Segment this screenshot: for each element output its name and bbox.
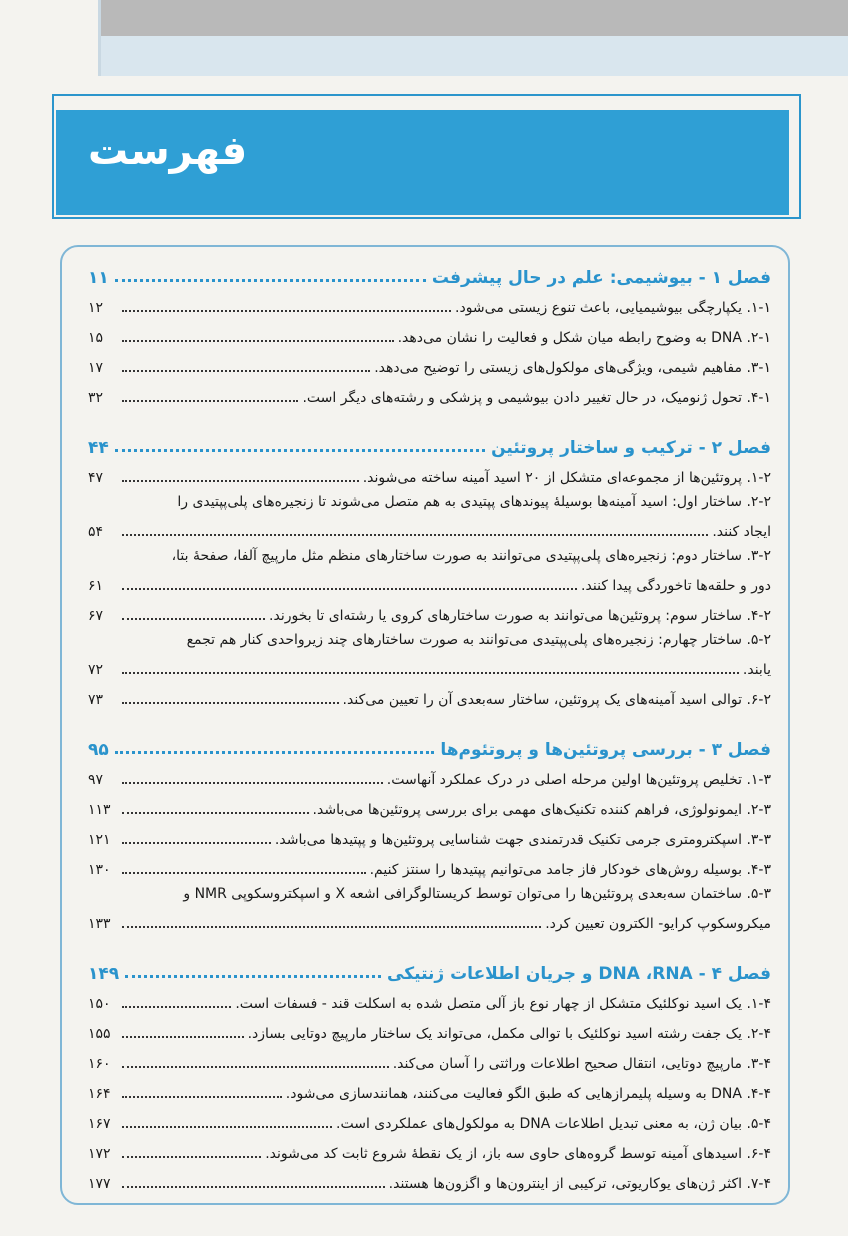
entry-page-number: ۱۳۳: [88, 916, 111, 932]
entry-text: ۱-۲. پروتئین‌ها از مجموعه‌ای متشکل از ۲۰ اسید آمینه ساخته می‌شوند.: [362, 470, 771, 486]
chapter-heading[interactable]: [88, 428, 771, 458]
chapter-page-number: ۱۱: [88, 268, 109, 288]
entry-page-number: ۶۱: [88, 578, 104, 594]
toc-entry[interactable]: [88, 850, 771, 880]
entry-page-number: ۴۷: [88, 470, 104, 486]
entry-text: ۲-۲. ساختار اول: اسید آمینه‌ها بوسیلهٔ پیوندهای پپتیدی به هم متصل می‌شوند تا زنجیره‌های پلی‌پپتیدی را: [177, 494, 771, 510]
entry-text: ۴-۲. ساختار سوم: پروتئین‌ها می‌توانند به صورت ساختارهای کروی یا رشته‌ای تا بخورند.: [269, 608, 771, 624]
leader-dots: [125, 975, 381, 978]
entry-text: ۱-۱. یکپارچگی بیوشیمیایی، باعث تنوع زیستی می‌شود.: [455, 300, 771, 316]
leader-dots: [122, 1036, 244, 1038]
leader-dots: [122, 842, 271, 844]
leader-dots: [122, 1006, 231, 1008]
toc-entry[interactable]: [88, 820, 771, 850]
chapter-section: [88, 954, 771, 1194]
entry-text: ۴-۳. بوسیله روش‌های خودکار فاز جامد می‌توانیم پپتیدها را سنتز کنیم.: [369, 862, 771, 878]
entry-text: ۴-۴. DNA به وسیله پلیمرازهایی که طبق الگو فعالیت می‌کنند، همانندسازی می‌شود.: [285, 1086, 771, 1102]
entry-text: ۵-۴. بیان ژن، به معنی تبدیل اطلاعات DNA به مولکول‌های عملکردی است.: [336, 1116, 771, 1132]
leader-dots: [115, 279, 426, 282]
leader-dots: [122, 588, 577, 590]
leader-dots: [122, 370, 370, 372]
entry-text: میکروسکوپ کرایو- الکترون تعیین کرد.: [545, 916, 771, 932]
entry-page-number: ۱۷۷: [88, 1176, 111, 1192]
entry-text: ۳-۱. مفاهیم شیمی، ویژگی‌های مولکول‌های زیستی را توضیح می‌دهد.: [374, 360, 771, 376]
entry-text: ۱-۳. تخلیص پروتئین‌ها اولین مرحله اصلی در درک عملکرد آنهاست.: [386, 772, 771, 788]
chapter-section: [88, 258, 771, 408]
entry-page-number: ۳۲: [88, 390, 104, 406]
entry-text: ۳-۲. ساختار دوم: زنجیره‌های پلی‌پپتیدی می‌توانند به صورت ساختارهای منظم مثل مارپیچ آلفا، صفحهٔ بتا،: [171, 548, 771, 564]
toc-entry[interactable]: [88, 790, 771, 820]
entry-page-number: ۶۷: [88, 608, 104, 624]
toc-entry[interactable]: [88, 1104, 771, 1134]
entry-text: ۴-۱. تحول ژنومیک، در حال تغییر دادن بیوشیمی و پزشکی و رشته‌های دیگر است.: [302, 390, 771, 406]
leader-dots: [122, 672, 739, 674]
leader-dots: [122, 782, 383, 784]
entry-text: ۲-۴. یک جفت رشته اسید نوکلئیک با توالی مکمل، می‌تواند یک ساختار مارپیچ دوتایی بسازد.: [247, 1026, 771, 1042]
toc-entry[interactable]: [88, 318, 771, 348]
toc-entry[interactable]: [88, 348, 771, 378]
entry-page-number: ۱۵۰: [88, 996, 111, 1012]
leader-dots: [122, 872, 366, 874]
toc-entry[interactable]: [88, 458, 771, 488]
toc-entry[interactable]: [88, 596, 771, 626]
leader-dots: [122, 1096, 282, 1098]
entry-page-number: ۷۲: [88, 662, 104, 678]
toc-entry[interactable]: [88, 880, 771, 934]
chapter-title: فصل ۴ - DNA ،RNA و جریان اطلاعات ژنتیکی: [387, 964, 771, 984]
chapter-title: فصل ۳ - بررسی پروتئین‌ها و پروتئوم‌ها: [440, 740, 771, 760]
leader-dots: [122, 812, 309, 814]
entry-page-number: ۹۷: [88, 772, 104, 788]
chapter-title: فصل ۱ - بیوشیمی: علم در حال پیشرفت: [431, 268, 771, 288]
toc-entry[interactable]: [88, 1074, 771, 1104]
entry-page-number: ۱۷۲: [88, 1146, 111, 1162]
leader-dots: [122, 1126, 332, 1128]
entry-page-number: ۱۱۳: [88, 802, 111, 818]
entry-page-number: ۱۶۷: [88, 1116, 111, 1132]
entry-text: ۲-۳. ایمونولوژی، فراهم کننده تکنیک‌های مهمی برای بررسی پروتئین‌ها می‌باشد.: [312, 802, 771, 818]
leader-dots: [122, 340, 394, 342]
toc-entry[interactable]: [88, 984, 771, 1014]
leader-dots: [122, 400, 298, 402]
entry-text: ۱-۴. یک اسید نوکلئیک متشکل از چهار نوع باز آلی متصل شده به اسکلت قند - فسفات است.: [235, 996, 771, 1012]
page-title: فهرست: [88, 128, 248, 174]
entry-page-number: ۷۳: [88, 692, 104, 708]
toc-entry[interactable]: [88, 488, 771, 542]
entry-text: ۶-۴. اسیدهای آمینه توسط گروه‌های حاوی سه باز، از یک نقطهٔ شروع ثابت کد می‌شوند.: [265, 1146, 771, 1162]
chapter-heading[interactable]: [88, 954, 771, 984]
chapter-section: [88, 730, 771, 934]
entry-page-number: ۱۲: [88, 300, 104, 316]
entry-text: دور و حلقه‌ها تاخوردگی پیدا کنند.: [581, 578, 771, 594]
toc-entry[interactable]: [88, 1044, 771, 1074]
entry-page-number: ۱۵۵: [88, 1026, 111, 1042]
entry-page-number: ۱۶۰: [88, 1056, 111, 1072]
entry-text: ۶-۲. توالی اسید آمینه‌های یک پروتئین، ساختار سه‌بعدی آن را تعیین می‌کند.: [342, 692, 771, 708]
leader-dots: [122, 702, 339, 704]
entry-page-number: ۱۵: [88, 330, 104, 346]
entry-text: ۳-۳. اسپکترومتری جرمی تکنیک قدرتمندی جهت شناسایی پروتئین‌ها و پپتیدها می‌باشد.: [274, 832, 771, 848]
leader-dots: [122, 1066, 389, 1068]
toc-entry[interactable]: [88, 1164, 771, 1194]
toc-entry[interactable]: [88, 378, 771, 408]
chapter-title: فصل ۲ - ترکیب و ساختار پروتئین: [491, 438, 771, 458]
entry-text: ۵-۲. ساختار چهارم: زنجیره‌های پلی‌پپتیدی می‌توانند به صورت ساختارهای چند زیرواحدی کنار هم تجمع: [186, 632, 771, 648]
leader-dots: [115, 751, 435, 754]
chapter-page-number: ۴۴: [88, 438, 109, 458]
entry-text: ایجاد کنند.: [712, 524, 771, 540]
toc-entry[interactable]: [88, 288, 771, 318]
entry-text: ۲-۱. DNA به وضوح رابطه میان شکل و فعالیت را نشان می‌دهد.: [397, 330, 771, 346]
chapter-heading[interactable]: [88, 730, 771, 760]
entry-page-number: ۱۳۰: [88, 862, 111, 878]
entry-text: ۷-۴. اکثر ژن‌های یوکاریوتی، ترکیبی از اینترون‌ها و اگزون‌ها هستند.: [388, 1176, 771, 1192]
entry-text: ۵-۳. ساختمان سه‌بعدی پروتئین‌ها را می‌توان توسط کریستالوگرافی اشعه X و اسپکتروسکوپی NMR و: [183, 886, 771, 902]
toc-entry[interactable]: [88, 542, 771, 596]
toc-entry[interactable]: [88, 1014, 771, 1044]
top-gray-band: [100, 0, 848, 36]
leader-dots: [122, 618, 265, 620]
toc-entry[interactable]: [88, 626, 771, 680]
leader-dots: [122, 1186, 385, 1188]
entry-page-number: ۱۷: [88, 360, 104, 376]
chapter-section: [88, 428, 771, 710]
entry-page-number: ۱۶۴: [88, 1086, 111, 1102]
leader-dots: [122, 1156, 261, 1158]
toc-entry[interactable]: [88, 680, 771, 710]
entry-page-number: ۵۴: [88, 524, 104, 540]
top-divider: [98, 0, 101, 76]
chapter-page-number: ۱۴۹: [88, 964, 120, 984]
toc-entry[interactable]: [88, 760, 771, 790]
leader-dots: [115, 449, 485, 452]
leader-dots: [122, 534, 708, 536]
chapter-heading[interactable]: [88, 258, 771, 288]
chapter-page-number: ۹۵: [88, 740, 109, 760]
top-light-band: [100, 36, 848, 76]
entry-text: ۳-۴. مارپیچ دوتایی، انتقال صحیح اطلاعات وراثتی را آسان می‌کند.: [392, 1056, 771, 1072]
entry-text: یابند.: [742, 662, 771, 678]
entry-page-number: ۱۲۱: [88, 832, 111, 848]
table-of-contents: [88, 258, 771, 1214]
leader-dots: [122, 310, 451, 312]
toc-entry[interactable]: [88, 1134, 771, 1164]
leader-dots: [122, 926, 541, 928]
leader-dots: [122, 480, 359, 482]
